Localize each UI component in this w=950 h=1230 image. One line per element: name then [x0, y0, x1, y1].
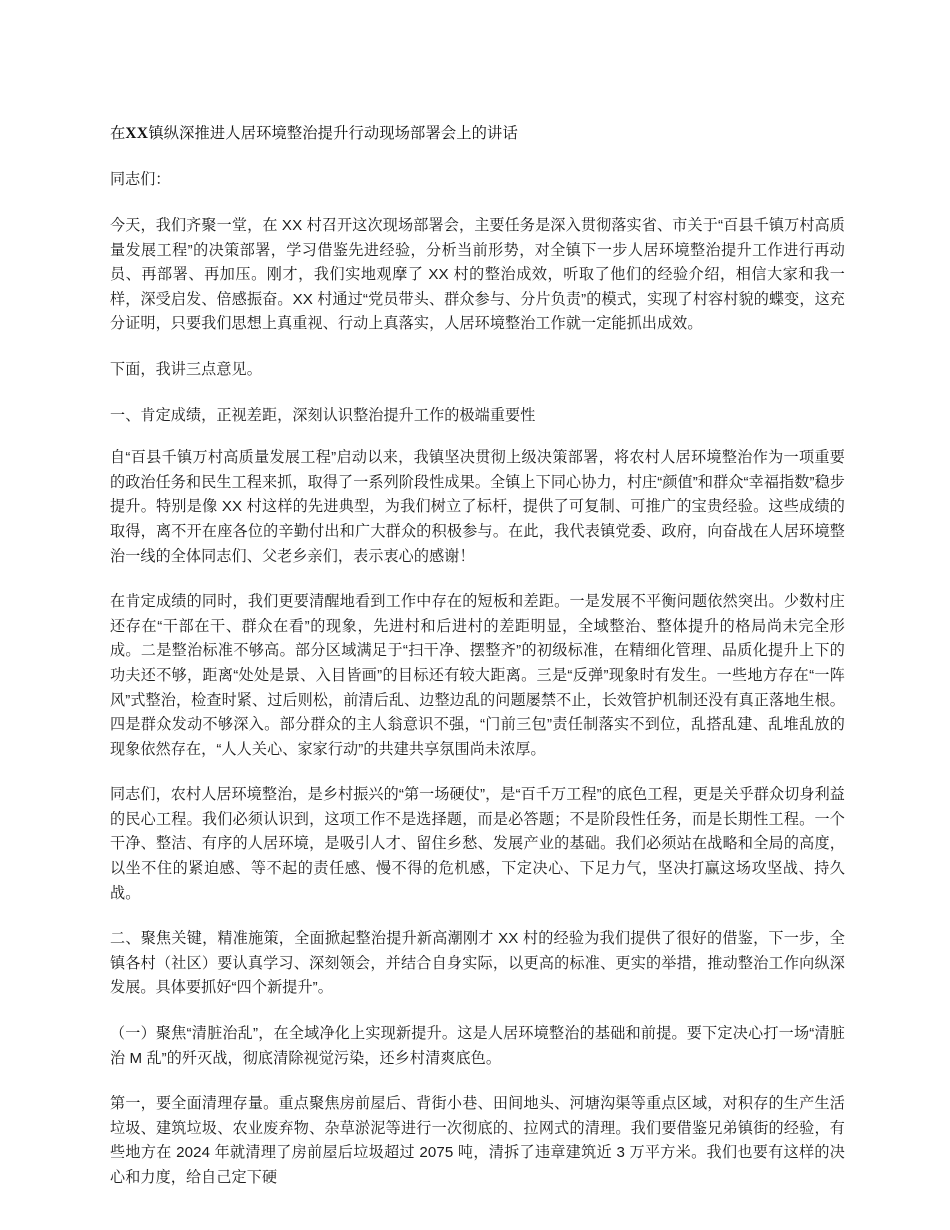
title-emphasis: XX — [125, 125, 149, 142]
document-body — [110, 122, 845, 1191]
gaps-paragraph: 在肯定成绩的同时，我们更要清醒地看到工作中存在的短板和差距。一是发展不平衡问题依然突出。少数村庄还存在“干部在干、群众在看”的现象，先进村和后进村的差距明显，全域整治、整体提升的格局尚未完全形成。二是整治标准不够高。部分区域满足于“扫干净、摆整齐”的初级标准，在精细化管理、品质化提升上下的功夫还不够，距离“处处是景、入目皆画”的目标还有较大距离。三是“反弹”现象时有发生。一些地方存在“一阵风”式整治，检查时紧、过后则松，前清后乱、边整边乱的问题屡禁不止，长效管护机制还没有真正落地生根。四是群众发动不够深入。部分群众的主人翁意识不强，“门前三包”责任制落实不到位，乱搭乱建、乱堆乱放的现象依然存在，“人人关心、家家行动”的共建共享氛围尚未浓厚。 — [110, 593, 845, 758]
title-prefix: 在 — [110, 125, 126, 142]
document-title — [110, 122, 845, 146]
salutation: 同志们： — [110, 171, 171, 188]
achievements-paragraph: 自“百县千镇万村高质量发展工程”启动以来，我镇坚决贯彻上级决策部署，将农村人居环境整治作为一项重要的政治任务和民生工程来抓，取得了一系列阶段性成果。全镇上下同心协力，村庄“颜值”和群众“幸福指数”稳步提升。特别是像 XX 村这样的先进典型，为我们树立了标杆，提供了可复制、可推广的宝贵经验。这些成绩的取得，离不开在座各位的辛勤付出和广大群众的积极参与。在此，我代表镇党委、政府，向奋战在人居环境整治一线的全体同志们、父老乡亲们，表示衷心的感谢！ — [110, 449, 845, 565]
subsection-one: （一）聚焦“清脏治乱”，在全域净化上实现新提升。这是人居环境整治的基础和前提。要下定决心打一场“清脏治 M 乱”的歼灭战，彻底清除视觉污染，还乡村清爽底色。 — [110, 1025, 845, 1067]
opening-paragraph: 今天，我们齐聚一堂，在 XX 村召开这次现场部署会，主要任务是深入贯彻落实省、市关于“百县千镇万村高质量发展工程”的决策部署，学习借鉴先进经验，分析当前形势，对全镇下一步人居环境整治提升工作进行再动员、再部署、再加压。刚才，我们实地观摩了 XX 村的整治成效，听取了他们的经验介绍，相信大家和我一样，深受启发、倍感振奋。XX 村通过“党员带头、群众参与、分片负责”的模式，实现了村容村貌的蝶变，这充分证明，只要我们思想上真重视、行动上真落实，人居环境整治工作就一定能抓出成效。 — [110, 217, 845, 333]
title-rest: 镇纵深推进人居环境整治提升行动现场部署会上的讲话 — [148, 125, 518, 142]
section-heading-two: 二、聚焦关键，精准施策，全面掀起整治提升新高潮刚才 XX 村的经验为我们提供了很好的借鉴，下一步，全镇各村（社区）要认真学习、深刻领会，并结合自身实际，以更高的标准、更实的举措，推动整治工作向纵深发展。具体要抓好“四个新提升”。 — [110, 930, 845, 997]
first-item-paragraph: 第一，要全面清理存量。重点聚焦房前屋后、背街小巷、田间地头、河塘沟渠等重点区域，对积存的生产生活垃圾、建筑垃圾、农业废弃物、杂草淤泥等进行一次彻底的、拉网式的清理。我们要借鉴兄弟镇街的经验，有些地方在 2024 年就清理了房前屋后垃圾超过 2075 吨，清拆了违章建筑近 3 万平方米。我们也要有这样的决心和力度，给自己定下硬 — [110, 1095, 845, 1186]
section-heading-one: 一、肯定成绩，正视差距，深刻认识整治提升工作的极端重要性 — [110, 406, 536, 424]
significance-paragraph: 同志们，农村人居环境整治，是乡村振兴的“第一场硬仗”，是“百千万工程”的底色工程，更是关乎群众切身利益的民心工程。我们必须认识到，这项工作不是选择题，而是必答题；不是阶段性任务，而是长期性工程。一个干净、整洁、有序的人居环境，是吸引人才、留住乡愁、发展产业的基础。我们必须站在战略和全局的高度，以坐不住的紧迫感、等不起的责任感、慢不得的危机感，下定决心、下足力气，坚决打赢这场攻坚战、持久战。 — [110, 786, 845, 902]
three-points-intro: 下面，我讲三点意见。 — [110, 360, 262, 378]
